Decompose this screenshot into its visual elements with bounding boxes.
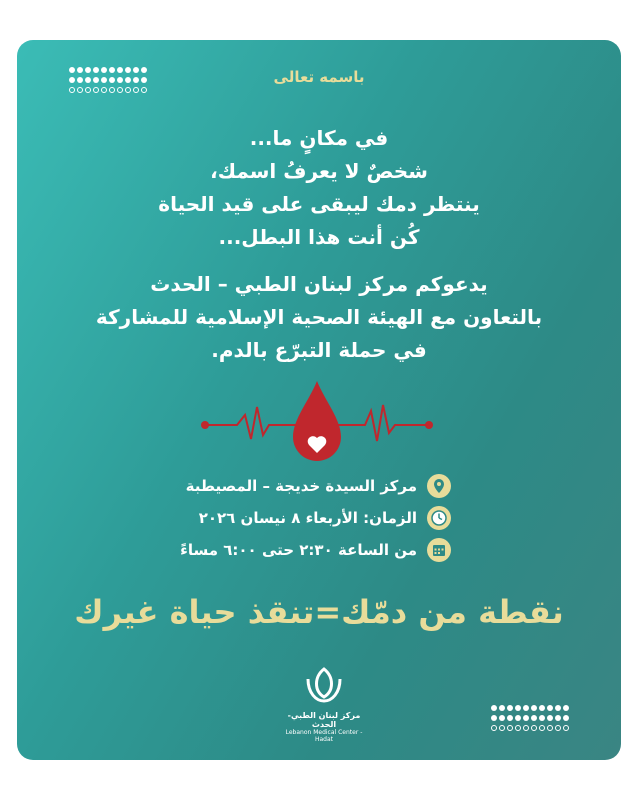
- basmala-heading: باسمه تعالى: [273, 68, 365, 86]
- decorative-dot: [133, 87, 139, 93]
- clock-icon: [427, 506, 451, 530]
- invitation-line: بالتعاون مع الهيئة الصحية الإسلامية للمشاركة: [95, 305, 543, 329]
- decorative-dot: [515, 715, 521, 721]
- decorative-dot: [555, 725, 561, 731]
- decorative-dot: [547, 715, 553, 721]
- decorative-dot: [515, 705, 521, 711]
- decorative-dots-bottom-right: [491, 705, 571, 731]
- decorative-dot: [563, 725, 569, 731]
- intro-line: كُن أنت هذا البطل...: [218, 225, 420, 249]
- decorative-dot: [547, 725, 553, 731]
- time-text: من الساعة ٢:٣٠ حتى ٦:٠٠ مساءً: [180, 541, 417, 559]
- decorative-dot: [141, 87, 147, 93]
- decorative-dot: [491, 705, 497, 711]
- decorative-dot: [109, 87, 115, 93]
- decorative-dot: [125, 87, 131, 93]
- decorative-dot: [523, 725, 529, 731]
- blood-drop-heartbeat-icon: [197, 375, 437, 475]
- decorative-dot: [491, 725, 497, 731]
- logo-arabic-name: مركز لبنان الطبي-الحدث: [287, 711, 361, 729]
- decorative-dot: [499, 705, 505, 711]
- decorative-dot: [531, 705, 537, 711]
- decorative-dot: [69, 87, 75, 93]
- decorative-dot: [523, 715, 529, 721]
- date-text: الزمان: الأربعاء ٨ نيسان ٢٠٢٦: [198, 509, 417, 527]
- slogan-heading: نقطة من دمّك=تنقذ حياة غيرك: [74, 593, 564, 631]
- decorative-dot: [539, 725, 545, 731]
- intro-line: في مكانٍ ما...: [249, 126, 389, 150]
- decorative-dot: [507, 715, 513, 721]
- decorative-dot: [93, 87, 99, 93]
- location-text: مركز السيدة خديجة – المصيطبة: [185, 477, 417, 495]
- decorative-dot: [85, 87, 91, 93]
- decorative-dot: [507, 725, 513, 731]
- event-details: [180, 470, 451, 566]
- decorative-dot: [539, 715, 545, 721]
- lotus-logo-icon: [304, 663, 344, 707]
- hospital-logo: [279, 663, 369, 743]
- decorative-dot: [523, 705, 529, 711]
- invitation-line: في حملة التبرّع بالدم.: [211, 338, 427, 362]
- invitation-paragraph: [17, 268, 621, 367]
- poster-card: [17, 40, 621, 760]
- time-row: [180, 534, 451, 566]
- decorative-dot: [555, 705, 561, 711]
- decorative-dot: [101, 87, 107, 93]
- decorative-dot: [563, 715, 569, 721]
- date-row: [180, 502, 451, 534]
- intro-paragraph: [17, 122, 621, 254]
- decorative-dot: [531, 725, 537, 731]
- decorative-dot: [499, 725, 505, 731]
- decorative-dot: [531, 715, 537, 721]
- decorative-dot: [117, 87, 123, 93]
- decorative-dot: [515, 725, 521, 731]
- logo-english-name: Lebanon Medical Center - Hadat: [285, 729, 363, 743]
- decorative-dot: [507, 705, 513, 711]
- intro-line: شخصٌ لا يعرفُ اسمك،: [210, 159, 428, 183]
- invitation-line: يدعوكم مركز لبنان الطبي – الحدث: [150, 272, 488, 296]
- intro-line: ينتظر دمك ليبقى على قيد الحياة: [158, 192, 480, 216]
- decorative-dot: [555, 715, 561, 721]
- calendar-icon: [427, 538, 451, 562]
- location-row: [180, 470, 451, 502]
- decorative-dot: [547, 705, 553, 711]
- decorative-dot: [491, 715, 497, 721]
- decorative-dot: [563, 705, 569, 711]
- decorative-dot: [499, 715, 505, 721]
- decorative-dot: [77, 87, 83, 93]
- decorative-dot: [539, 705, 545, 711]
- location-pin-icon: [427, 474, 451, 498]
